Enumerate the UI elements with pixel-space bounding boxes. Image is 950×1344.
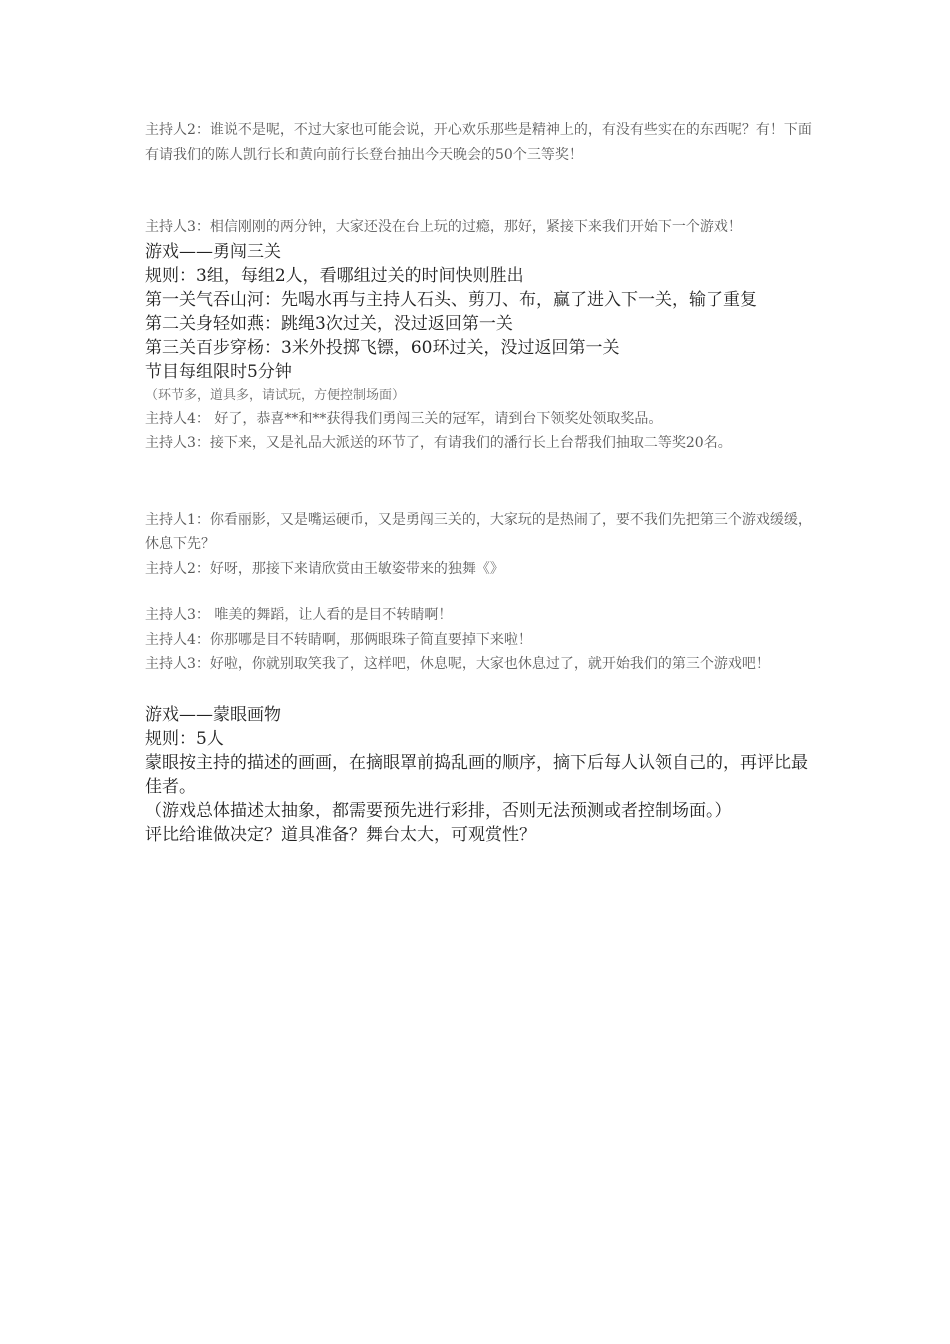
level-one: 第一关气吞山河：先喝水再与主持人石头、剪刀、布，赢了进入下一关，输了重复 <box>145 289 757 310</box>
game-title-three-levels: 游戏——勇闯三关 <box>145 241 281 262</box>
game-note: （环节多，道具多，请试玩，方便控制场面） <box>145 387 406 403</box>
blindfold-rules: 规则：5人 <box>145 728 224 749</box>
blindfold-questions: 评比给谁做决定？道具准备？舞台太大，可观赏性？ <box>145 824 536 845</box>
host4-joke: 主持人4：你那哪是目不转睛啊，那俩眼珠子简直要掉下来啦！ <box>145 631 532 648</box>
game-rules: 规则：3组，每组2人，看哪组过关的时间快则胜出 <box>145 265 524 286</box>
host3-dance-comment: 主持人3： 唯美的舞蹈，让人看的是目不转睛啊！ <box>145 607 453 623</box>
paragraph-gap <box>145 167 813 215</box>
host3-next-game-paragraph: 主持人3：相信刚刚的两分钟，大家还没在台上玩的过瘾，那好，紧接下来我们开始下一个游戏！ <box>145 219 742 235</box>
blindfold-note: （游戏总体描述太抽象，都需要预先进行彩排，否则无法预测或者控制场面。） <box>145 800 732 821</box>
time-limit: 节目每组限时5分钟 <box>145 361 292 382</box>
document-body <box>145 118 813 847</box>
host2-prize-paragraph: 主持人2：谁说不是呢，不过大家也可能会说，开心欢乐那些是精神上的，有没有些实在的东西呢？有！下面有请我们的陈人凯行长和黄向前行长登台抽出今天晚会的50个三等奖！ <box>145 122 812 163</box>
paragraph-gap <box>145 581 813 603</box>
host2-dance-paragraph: 主持人2：好呀，那接下来请欣赏由王敏姿带来的独舞《》 <box>145 560 504 577</box>
paragraph-gap <box>145 677 813 703</box>
level-three: 第三关百步穿杨：3米外投掷飞镖，60环过关，没过返回第一关 <box>145 337 620 358</box>
blindfold-description: 蒙眼按主持的描述的画画，在摘眼罩前捣乱画的顺序，摘下后每人认领自己的，再评比最佳者。 <box>145 752 808 797</box>
game-title-blindfold: 游戏——蒙眼画物 <box>145 704 281 725</box>
host3-third-game-paragraph: 主持人3：好啦，你就别取笑我了，这样吧，休息呢，大家也休息过了，就开始我们的第三个游戏吧！ <box>145 656 770 672</box>
host1-break-paragraph: 主持人1：你看丽影，又是嘴运硬币，又是勇闯三关的，大家玩的是热闹了，要不我们先把第三个游戏缓缓，休息下先？ <box>145 511 812 552</box>
level-two: 第二关身轻如燕：跳绳3次过关，没过返回第一关 <box>145 313 513 334</box>
host3-second-prize-paragraph: 主持人3：接下来，又是礼品大派送的环节了，有请我们的潘行长上台帮我们抽取二等奖20名。 <box>145 435 732 451</box>
paragraph-gap <box>145 456 813 508</box>
host4-congrats-paragraph: 主持人4： 好了，恭喜**和**获得我们勇闯三关的冠军，请到台下领奖处领取奖品。 <box>145 410 663 427</box>
